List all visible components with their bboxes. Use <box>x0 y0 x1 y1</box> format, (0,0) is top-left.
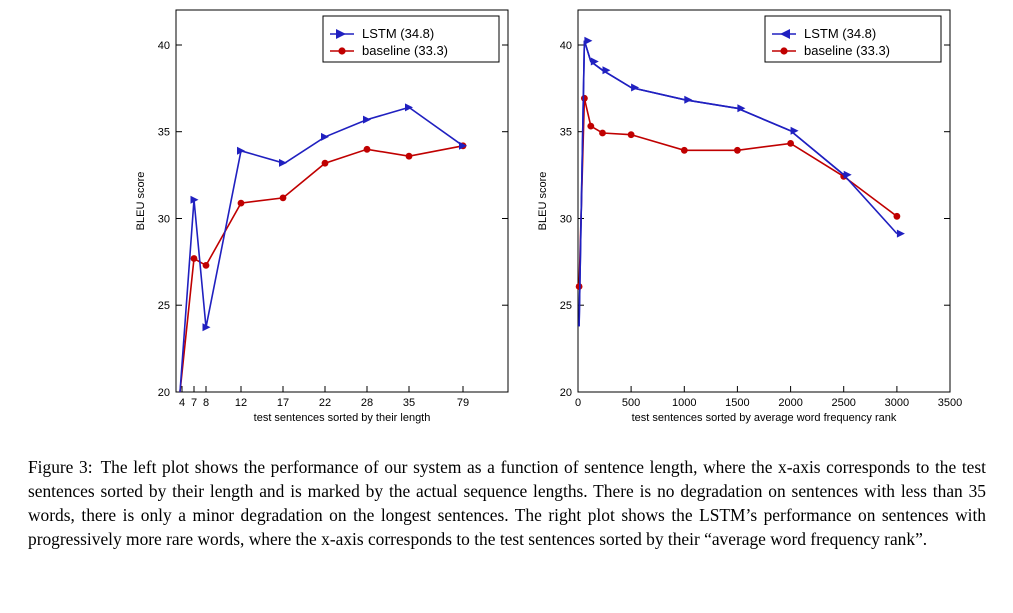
legend-label-lstm: LSTM (34.8) <box>362 26 435 41</box>
x-tick-label: 22 <box>318 397 332 409</box>
chart-right-svg <box>520 0 980 430</box>
x-tick-label: 1000 <box>672 397 697 409</box>
legend-label-baseline: baseline (33.3) <box>362 43 448 58</box>
y-tick-label: 25 <box>157 300 170 313</box>
x-tick-label: 1500 <box>725 397 750 409</box>
plot-frame <box>176 10 508 392</box>
legend <box>765 16 941 62</box>
x-tick-label: 35 <box>402 397 416 409</box>
chart-left-svg <box>118 0 538 430</box>
x-tick-label: 79 <box>456 397 470 409</box>
x-axis-label: test sentences sorted by average word frequency rank <box>631 412 897 424</box>
y-tick-label: 40 <box>559 40 572 52</box>
x-tick-label: 17 <box>276 397 290 409</box>
x-tick-label: 2000 <box>778 397 803 409</box>
x-tick-label: 2500 <box>831 397 856 409</box>
x-tick-label: 28 <box>360 397 374 409</box>
x-tick-label: 8 <box>202 397 210 409</box>
figure-caption-text: The left plot shows the performance of our system as a function of sentence length, where the x-axis corresponds to the test sentences sorted by their length and is marked by the actual sequence lengths. There is no degradation on sentences with less than 35 words, there is only a minor degradation on the longest sentences. The right plot shows the LSTM’s performance on sentences with progressively more rare words, where the x-axis corresponds to the test sentences sorted by their “average word frequency rank”. <box>28 457 986 550</box>
y-axis-label: BLEU score <box>135 171 147 231</box>
x-tick-label: 3000 <box>884 397 910 409</box>
y-tick-label: 25 <box>559 300 572 313</box>
y-tick-label: 30 <box>559 213 572 226</box>
y-tick-label: 40 <box>157 40 170 52</box>
y-axis-label: BLEU score <box>537 171 549 231</box>
x-tick-label: 500 <box>621 397 641 409</box>
figure-caption <box>28 455 986 551</box>
legend <box>323 16 499 62</box>
chart-right <box>520 0 980 430</box>
figure-label: Figure 3: <box>28 457 93 477</box>
legend-label-baseline: baseline (33.3) <box>804 43 890 58</box>
plot-frame <box>578 10 950 392</box>
x-tick-label: 0 <box>574 397 582 409</box>
chart-left <box>118 0 538 430</box>
y-tick-label: 20 <box>157 387 170 399</box>
x-tick-label: 4 <box>178 397 186 409</box>
x-tick-label: 7 <box>190 397 198 409</box>
y-tick-label: 35 <box>157 126 170 139</box>
y-tick-label: 35 <box>559 126 572 139</box>
y-tick-label: 30 <box>157 213 170 226</box>
legend-label-lstm: LSTM (34.8) <box>804 26 877 41</box>
x-tick-label: 12 <box>234 397 248 409</box>
x-tick-label: 3500 <box>937 397 963 409</box>
y-tick-label: 20 <box>559 387 572 399</box>
x-axis-label: test sentences sorted by their length <box>253 412 431 424</box>
